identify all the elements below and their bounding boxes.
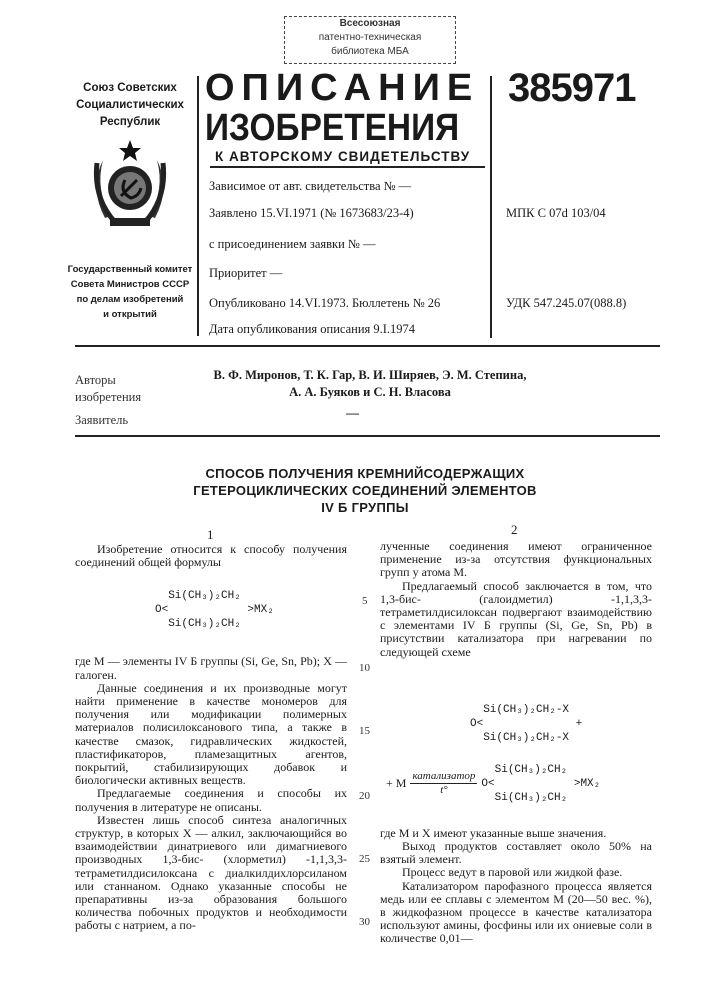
- paragraph: Предлагаемый способ заключается в том, что 1,3-бис- (галоидметил) -1,1,3,3-тетраметилдисилоксан подвергают взаимодействию с элементами IV Б группы (Si, Ge, Sn, Pb) в присутствии катализатора при нагревании по следующей схеме: [380, 580, 652, 659]
- country-line: Союз Советских: [60, 80, 200, 97]
- title-line2: ИЗОБРЕТЕНИЯ: [205, 108, 459, 148]
- stamp-line: Всесоюзная: [285, 17, 455, 31]
- udk-class: УДК 547.245.07(088.8): [506, 296, 626, 311]
- divider: [75, 435, 660, 437]
- line-number: 25: [359, 853, 370, 865]
- paragraph: Процесс ведут в паровой или жидкой фазе.: [380, 866, 652, 879]
- formula-line: Si(CH₃)₂CH₂: [481, 791, 600, 805]
- committee-line: по делам изобретений: [60, 292, 200, 307]
- formula-line: O< >MX₂: [155, 603, 347, 617]
- paragraph: где M и X имеют указанные выше значения.: [380, 827, 652, 840]
- temperature-label: t°: [410, 784, 477, 797]
- title-line: IV Б ГРУППЫ: [150, 499, 580, 516]
- line-number: 30: [359, 916, 370, 928]
- general-formula: [155, 589, 347, 631]
- reaction-scheme: [380, 763, 652, 805]
- divider: [197, 76, 199, 336]
- field-published: Опубликовано 14.VI.1973. Бюллетень № 26: [209, 296, 440, 311]
- label-line: изобретения: [75, 389, 141, 406]
- formula-line: Si(CH₃)₂CH₂-X: [470, 703, 652, 717]
- library-stamp: [284, 16, 456, 64]
- title-line1: ОПИСАНИЕ: [205, 68, 479, 108]
- formula-line: O< +: [470, 717, 652, 731]
- reactant-formula: [470, 703, 652, 745]
- applicant-label: Заявитель: [75, 412, 128, 429]
- paragraph: Известен лишь способ синтеза аналогичных структур, в которых X — алкил, заключающийся во взаимодействии динатриевого или димагниевого производных 1,3-бис- (хлорметил) -1,1,3,3-тетраметилдисилоксана с диалкилдихлорсиланом или станнаном. Однако указанные способы не препаративны из-за образования большого количества побочных продуктов и необходимости работы с натрием, а по-: [75, 814, 347, 933]
- paragraph: Предлагаемые соединения и способы их получения в литературе не описаны.: [75, 787, 347, 813]
- divider: [75, 345, 660, 347]
- reactant-m: + M: [386, 777, 406, 790]
- stamp-line: библиотека МБА: [285, 45, 455, 59]
- title-line: ГЕТЕРОЦИКЛИЧЕСКИХ СОЕДИНЕНИЙ ЭЛЕМЕНТОВ: [150, 482, 580, 499]
- line-number: 20: [359, 790, 370, 802]
- line-number: 15: [359, 725, 370, 737]
- divider: [490, 76, 492, 338]
- paragraph: Данные соединения и их производные могут найти применение в качестве мономеров для получения или модификации полимерных материалов полисилоксанового типа, а также в качестве смазок, гидравлических жидкостей, пластификаторов, пламезащитных агентов, покрытий, стабилизирующих добавок и биологически активных веществ.: [75, 682, 347, 788]
- column-number: 2: [511, 522, 518, 538]
- authors-line: В. Ф. Миронов, Т. К. Гар, В. И. Ширяев, Э. М. Степина,: [200, 367, 540, 384]
- column-number: 1: [207, 527, 214, 543]
- field-priority: Приоритет —: [209, 266, 282, 281]
- stamp-line: патентно-техническая: [285, 31, 455, 45]
- ussr-emblem-icon: [85, 138, 175, 230]
- invention-title: [150, 465, 580, 516]
- country-line: Социалистических: [60, 97, 200, 114]
- title-subtitle: К АВТОРСКОМУ СВИДЕТЕЛЬСТВУ: [215, 149, 470, 164]
- column-left: [75, 543, 347, 933]
- product-formula: [481, 763, 600, 805]
- paragraph: где M — элементы IV Б группы (Si, Ge, Sn, Pb); X — галоген.: [75, 655, 347, 681]
- paragraph: Выход продуктов составляет около 50% на взятый элемент.: [380, 840, 652, 866]
- formula-line: Si(CH₃)₂CH₂: [155, 589, 347, 603]
- line-number: 10: [359, 662, 370, 674]
- state-committee: [60, 262, 200, 322]
- authors-line: А. А. Буяков и С. Н. Власова: [200, 384, 540, 401]
- paragraph: Изобретение относится к способу получения соединений общей формулы: [75, 543, 347, 569]
- mpk-class: МПК C 07d 103/04: [506, 206, 606, 221]
- committee-line: и открытий: [60, 307, 200, 322]
- column-right: [380, 540, 652, 946]
- authors-label: [75, 372, 141, 406]
- line-number: 5: [362, 595, 368, 607]
- field-dependent: Зависимое от авт. свидетельства № —: [209, 179, 411, 194]
- field-joined: с присоединением заявки № —: [209, 237, 375, 252]
- authors: [200, 367, 540, 401]
- formula-line: Si(CH₃)₂CH₂: [481, 763, 600, 777]
- field-filed: Заявлено 15.VI.1971 (№ 1673683/23-4): [209, 206, 414, 221]
- catalyst-label: катализатор: [410, 770, 477, 784]
- patent-number: 385971: [508, 66, 635, 111]
- title-line: СПОСОБ ПОЛУЧЕНИЯ КРЕМНИЙСОДЕРЖАЩИХ: [150, 465, 580, 482]
- reaction-arrow: [410, 770, 477, 797]
- label-line: Авторы: [75, 372, 141, 389]
- formula-line: Si(CH₃)₂CH₂: [155, 617, 347, 631]
- divider: [210, 166, 485, 168]
- committee-line: Совета Министров СССР: [60, 277, 200, 292]
- paragraph: Катализатором парофазного процесса является медь или ее сплавы с элементом M (20—50 вес. %), в жидкофазном процессе в качестве катализатора используют амины, фосфины или их ониевые соли в количестве 0,01—: [380, 880, 652, 946]
- formula-line: O< >MX₂: [481, 777, 600, 791]
- applicant-value: —: [346, 405, 359, 421]
- field-description-date: Дата опубликования описания 9.I.1974: [209, 322, 415, 337]
- formula-line: Si(CH₃)₂CH₂-X: [470, 731, 652, 745]
- country-name: [60, 80, 200, 131]
- country-line: Республик: [60, 114, 200, 131]
- paragraph: лученные соединения имеют ограниченное применение из-за отсутствия функциональных групп у атома M.: [380, 540, 652, 580]
- committee-line: Государственный комитет: [60, 262, 200, 277]
